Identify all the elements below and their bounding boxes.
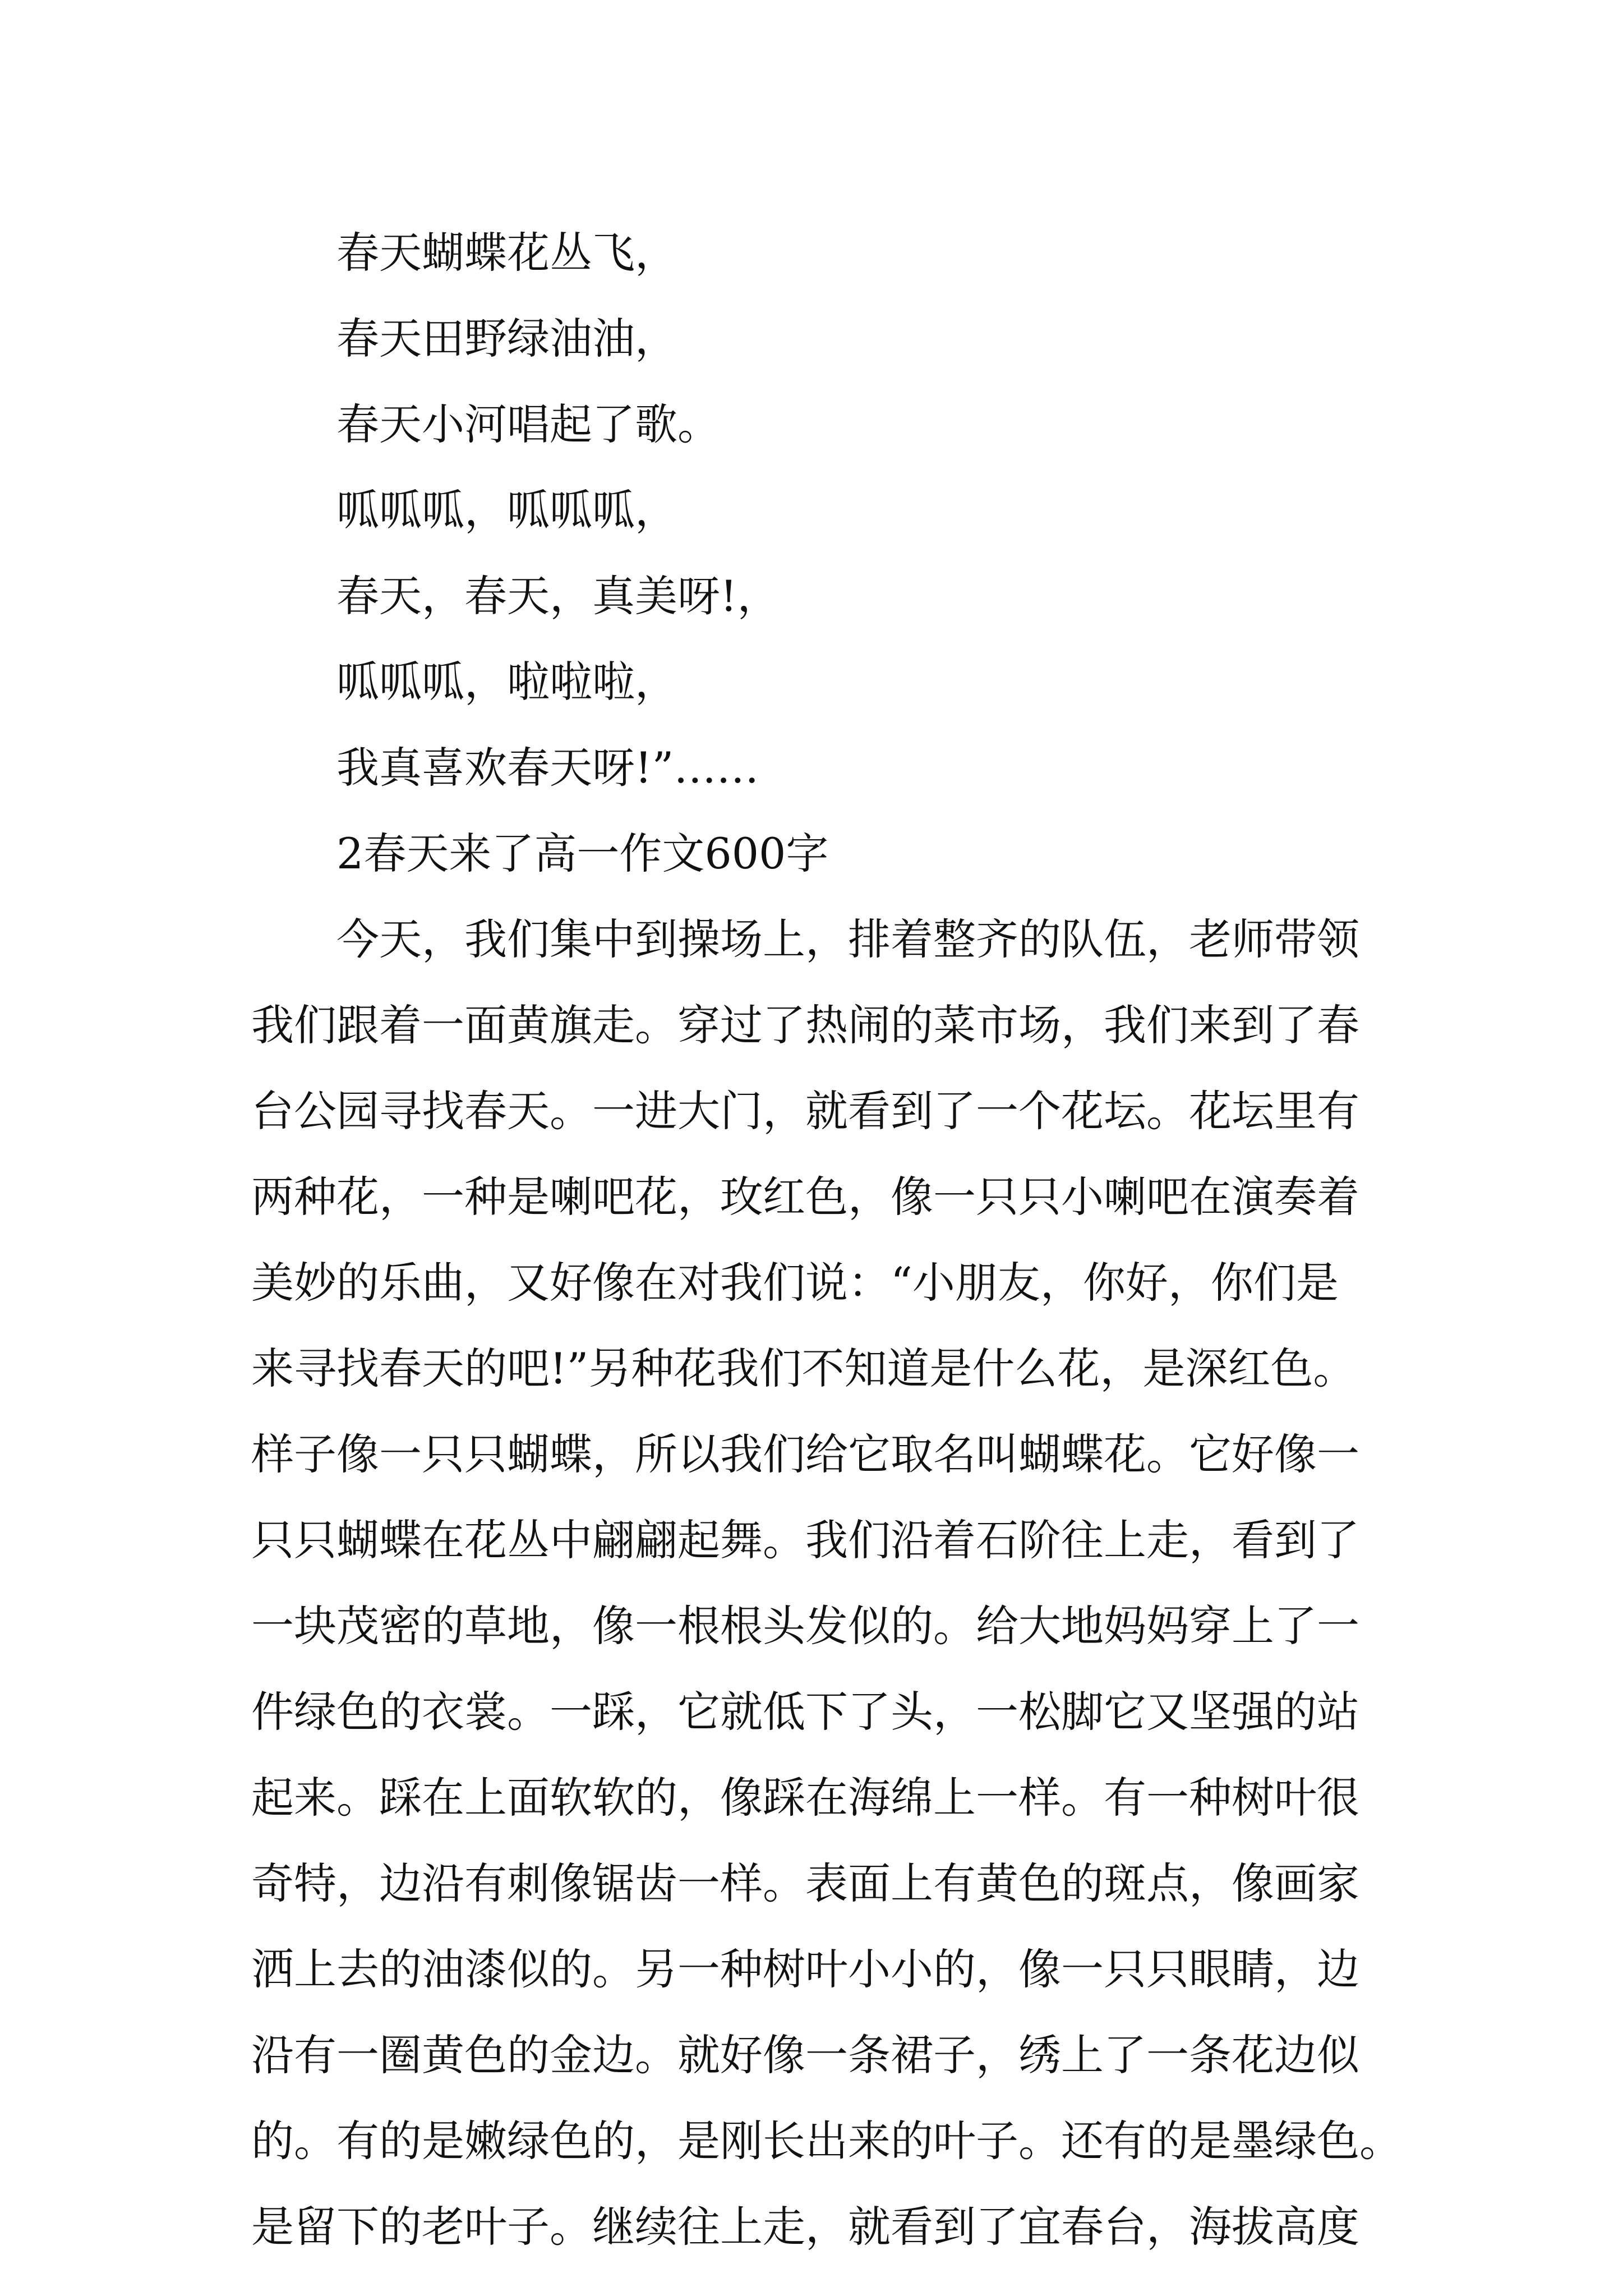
paragraph-line: 今天，我们集中到操场上，排着整齐的队伍，老师带领: [336, 914, 1359, 964]
paragraph-line: 是留下的老叶子。继续往上走，就看到了宜春台，海拔高度: [251, 2202, 1359, 2252]
paragraph-line: 一块茂密的草地，像一根根头发似的。给大地妈妈穿上了一: [251, 1601, 1359, 1651]
paragraph-line: 来寻找春天的吧!”另种花我们不知道是什么花，是深红色。: [251, 1343, 1356, 1393]
paragraph-line: 的。有的是嫩绿色的，是刚长出来的叶子。还有的是墨绿色。: [251, 2116, 1402, 2166]
paragraph-line: 两种花，一种是喇吧花，玫红色，像一只只小喇吧在演奏着: [251, 1172, 1359, 1222]
paragraph-line: 起来。踩在上面软软的，像踩在海绵上一样。有一种树叶很: [251, 1773, 1359, 1823]
paragraph-line: 台公园寻找春天。一进大门，就看到了一个花坛。花坛里有: [251, 1086, 1359, 1136]
poem-line: 呱呱呱，啦啦啦，: [336, 657, 677, 707]
poem-line: 春天，春天，真美呀!，: [336, 571, 780, 621]
paragraph-line: 我们跟着一面黄旗走。穿过了热闹的菜市场，我们来到了春: [251, 1000, 1359, 1050]
paragraph-line: 奇特，边沿有刺像锯齿一样。表面上有黄色的斑点，像画家: [251, 1858, 1359, 1908]
paragraph-line: 件绿色的衣裳。一踩，它就低下了头，一松脚它又坚强的站: [251, 1687, 1359, 1737]
paragraph-line: 洒上去的油漆似的。另一种树叶小小的，像一只只眼睛，边: [251, 1944, 1359, 1994]
poem-line: 呱呱呱，呱呱呱，: [336, 485, 677, 535]
paragraph-line: 沿有一圈黄色的金边。就好像一条裙子，绣上了一条花边似: [251, 2030, 1359, 2080]
poem-line: 春天小河唱起了歌。: [336, 399, 720, 449]
document-content: [251, 210, 1402, 2270]
section-heading: 2春天来了高一作文600字: [336, 829, 829, 878]
paragraph-line: 样子像一只只蝴蝶，所以我们给它取名叫蝴蝶花。它好像一: [251, 1429, 1359, 1479]
poem-line: 春天田野绿油油，: [336, 314, 677, 364]
poem-line: 春天蝴蝶花丛飞，: [336, 228, 677, 278]
poem-line: 我真喜欢春天呀!”……: [336, 743, 759, 793]
paragraph-line: 美妙的乐曲，又好像在对我们说：“小朋友，你好，你们是: [251, 1258, 1339, 1308]
paragraph-line: 只只蝴蝶在花丛中翩翩起舞。我们沿着石阶往上走，看到了: [251, 1515, 1359, 1565]
